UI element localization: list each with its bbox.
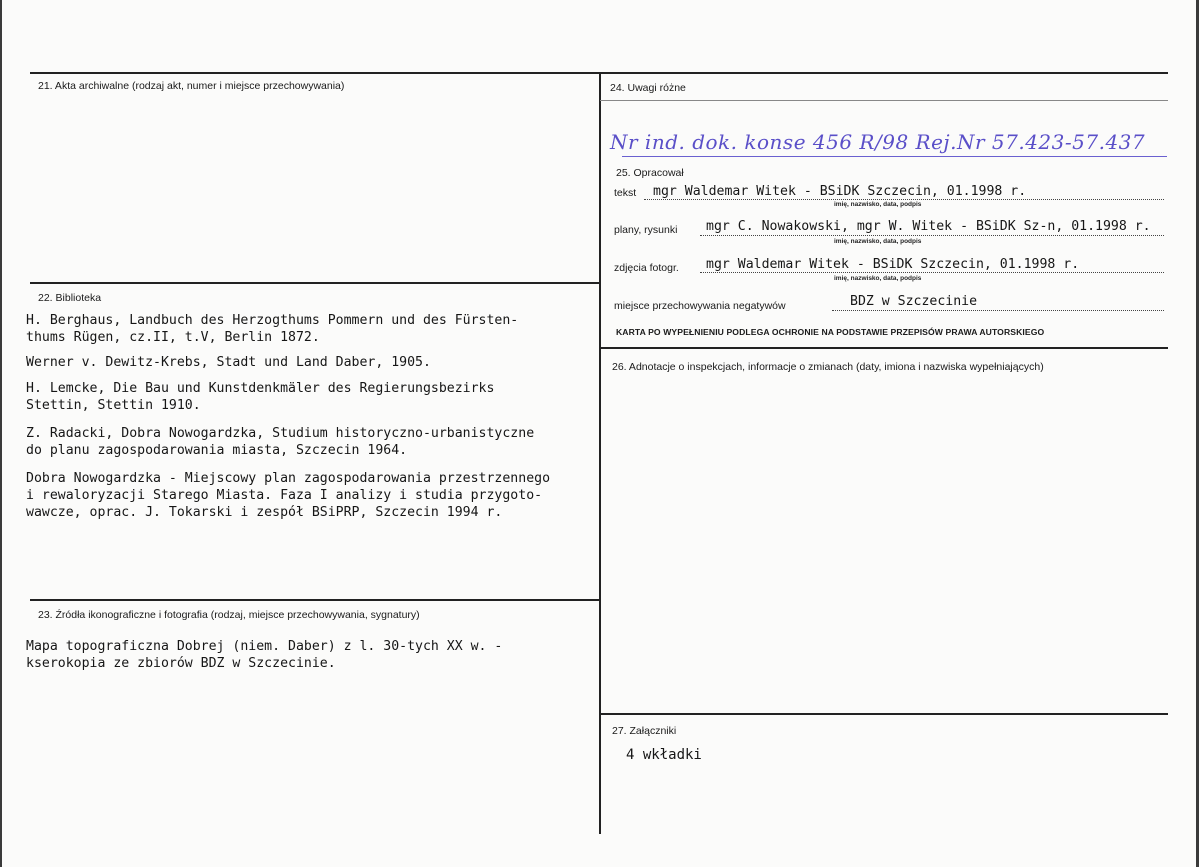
text-author-caption: imię, nazwisko, data, podpis [834,201,922,208]
negatives-location-line [832,310,1164,311]
section-23-label: 23. Źródła ikonograficzne i fotografia (rodzaj, miejsce przechowywania, sygnatury) [38,609,420,621]
text-author-value: mgr Waldemar Witek - BSiDK Szczecin, 01.1998 r. [653,184,1027,199]
photos-author-value: mgr Waldemar Witek - BSiDK Szczecin, 01.1998 r. [706,257,1080,272]
handwritten-remark: Nr ind. dok. konse 456 R/98 Rej.Nr 57.423-57.437 [610,130,1146,154]
bibliography-entry-2: Werner v. Dewitz-Krebs, Stadt und Land Daber, 1905. [26,355,431,370]
photos-author-label: zdjęcia fotogr. [614,262,679,274]
rule-21-22 [30,282,600,284]
rule-25-26 [600,347,1168,349]
section-26-label: 26. Adnotacje o inspekcjach, informacje o zmianach (daty, imiona i nazwiska wypełniających) [612,361,1044,373]
bibliography-entry-3: H. Lemcke, Die Bau und Kunstdenkmäler des Regierungsbezirks Stettin, Stettin 1910. [26,381,495,413]
rule-26-27 [600,713,1168,715]
drawings-author-value: mgr C. Nowakowski, mgr W. Witek - BSiDK Sz-n, 01.1998 r. [706,219,1151,234]
negatives-location-value: BDZ w Szczecinie [850,294,978,309]
iconography-text: Mapa topograficzna Dobrej (niem. Daber) z l. 30-tych XX w. - kserokopia ze zbiorów BDZ w Szczecinie. [26,639,503,671]
photos-author-line [700,272,1164,273]
remark-underline [622,156,1167,157]
bibliography-entry-4: Z. Radacki, Dobra Nowogardzka, Studium historyczno-urbanistyczne do planu zagospodarowania miasta, Szczecin 1964. [26,426,535,458]
attachments-value: 4 wkładki [626,747,702,763]
section-21-label: 21. Akta archiwalne (rodzaj akt, numer i miejsce przechowywania) [38,80,345,92]
photos-author-caption: imię, nazwisko, data, podpis [834,275,922,282]
bibliography-entry-1: H. Berghaus, Landbuch des Herzogthums Pommern und des Fürsten- thums Rügen, cz.II, t.V, Berlin 1872. [26,313,519,345]
text-author-line [644,199,1164,200]
bibliography-entry-5: Dobra Nowogardzka - Miejscowy plan zagospodarowania przestrzennego i rewaloryzacji Starego Miasta. Faza I analizy i studia przygoto- wawcze, oprac. J. Tokarski i zespół BSiPRP, Szczecin 1994 r. [26,471,551,520]
drawings-author-caption: imię, nazwisko, data, podpis [834,238,922,245]
rule-22-23 [30,599,600,601]
section-25-label: 25. Opracował [616,167,684,179]
section-27-label: 27. Załączniki [612,725,677,737]
negatives-location-label: miejsce przechowywania negatywów [614,300,786,312]
center-divider [599,72,601,834]
drawings-author-label: plany, rysunki [614,224,678,236]
text-author-label: tekst [614,187,637,199]
section-24-label: 24. Uwagi różne [610,82,686,94]
copyright-notice: KARTA PO WYPEŁNIENIU PODLEGA OCHRONIE NA PODSTAWIE PRZEPISÓW PRAWA AUTORSKIEGO [616,327,1045,337]
section-22-label: 22. Biblioteka [38,292,102,304]
drawings-author-line [700,235,1164,236]
rule-24-25 [600,100,1168,101]
